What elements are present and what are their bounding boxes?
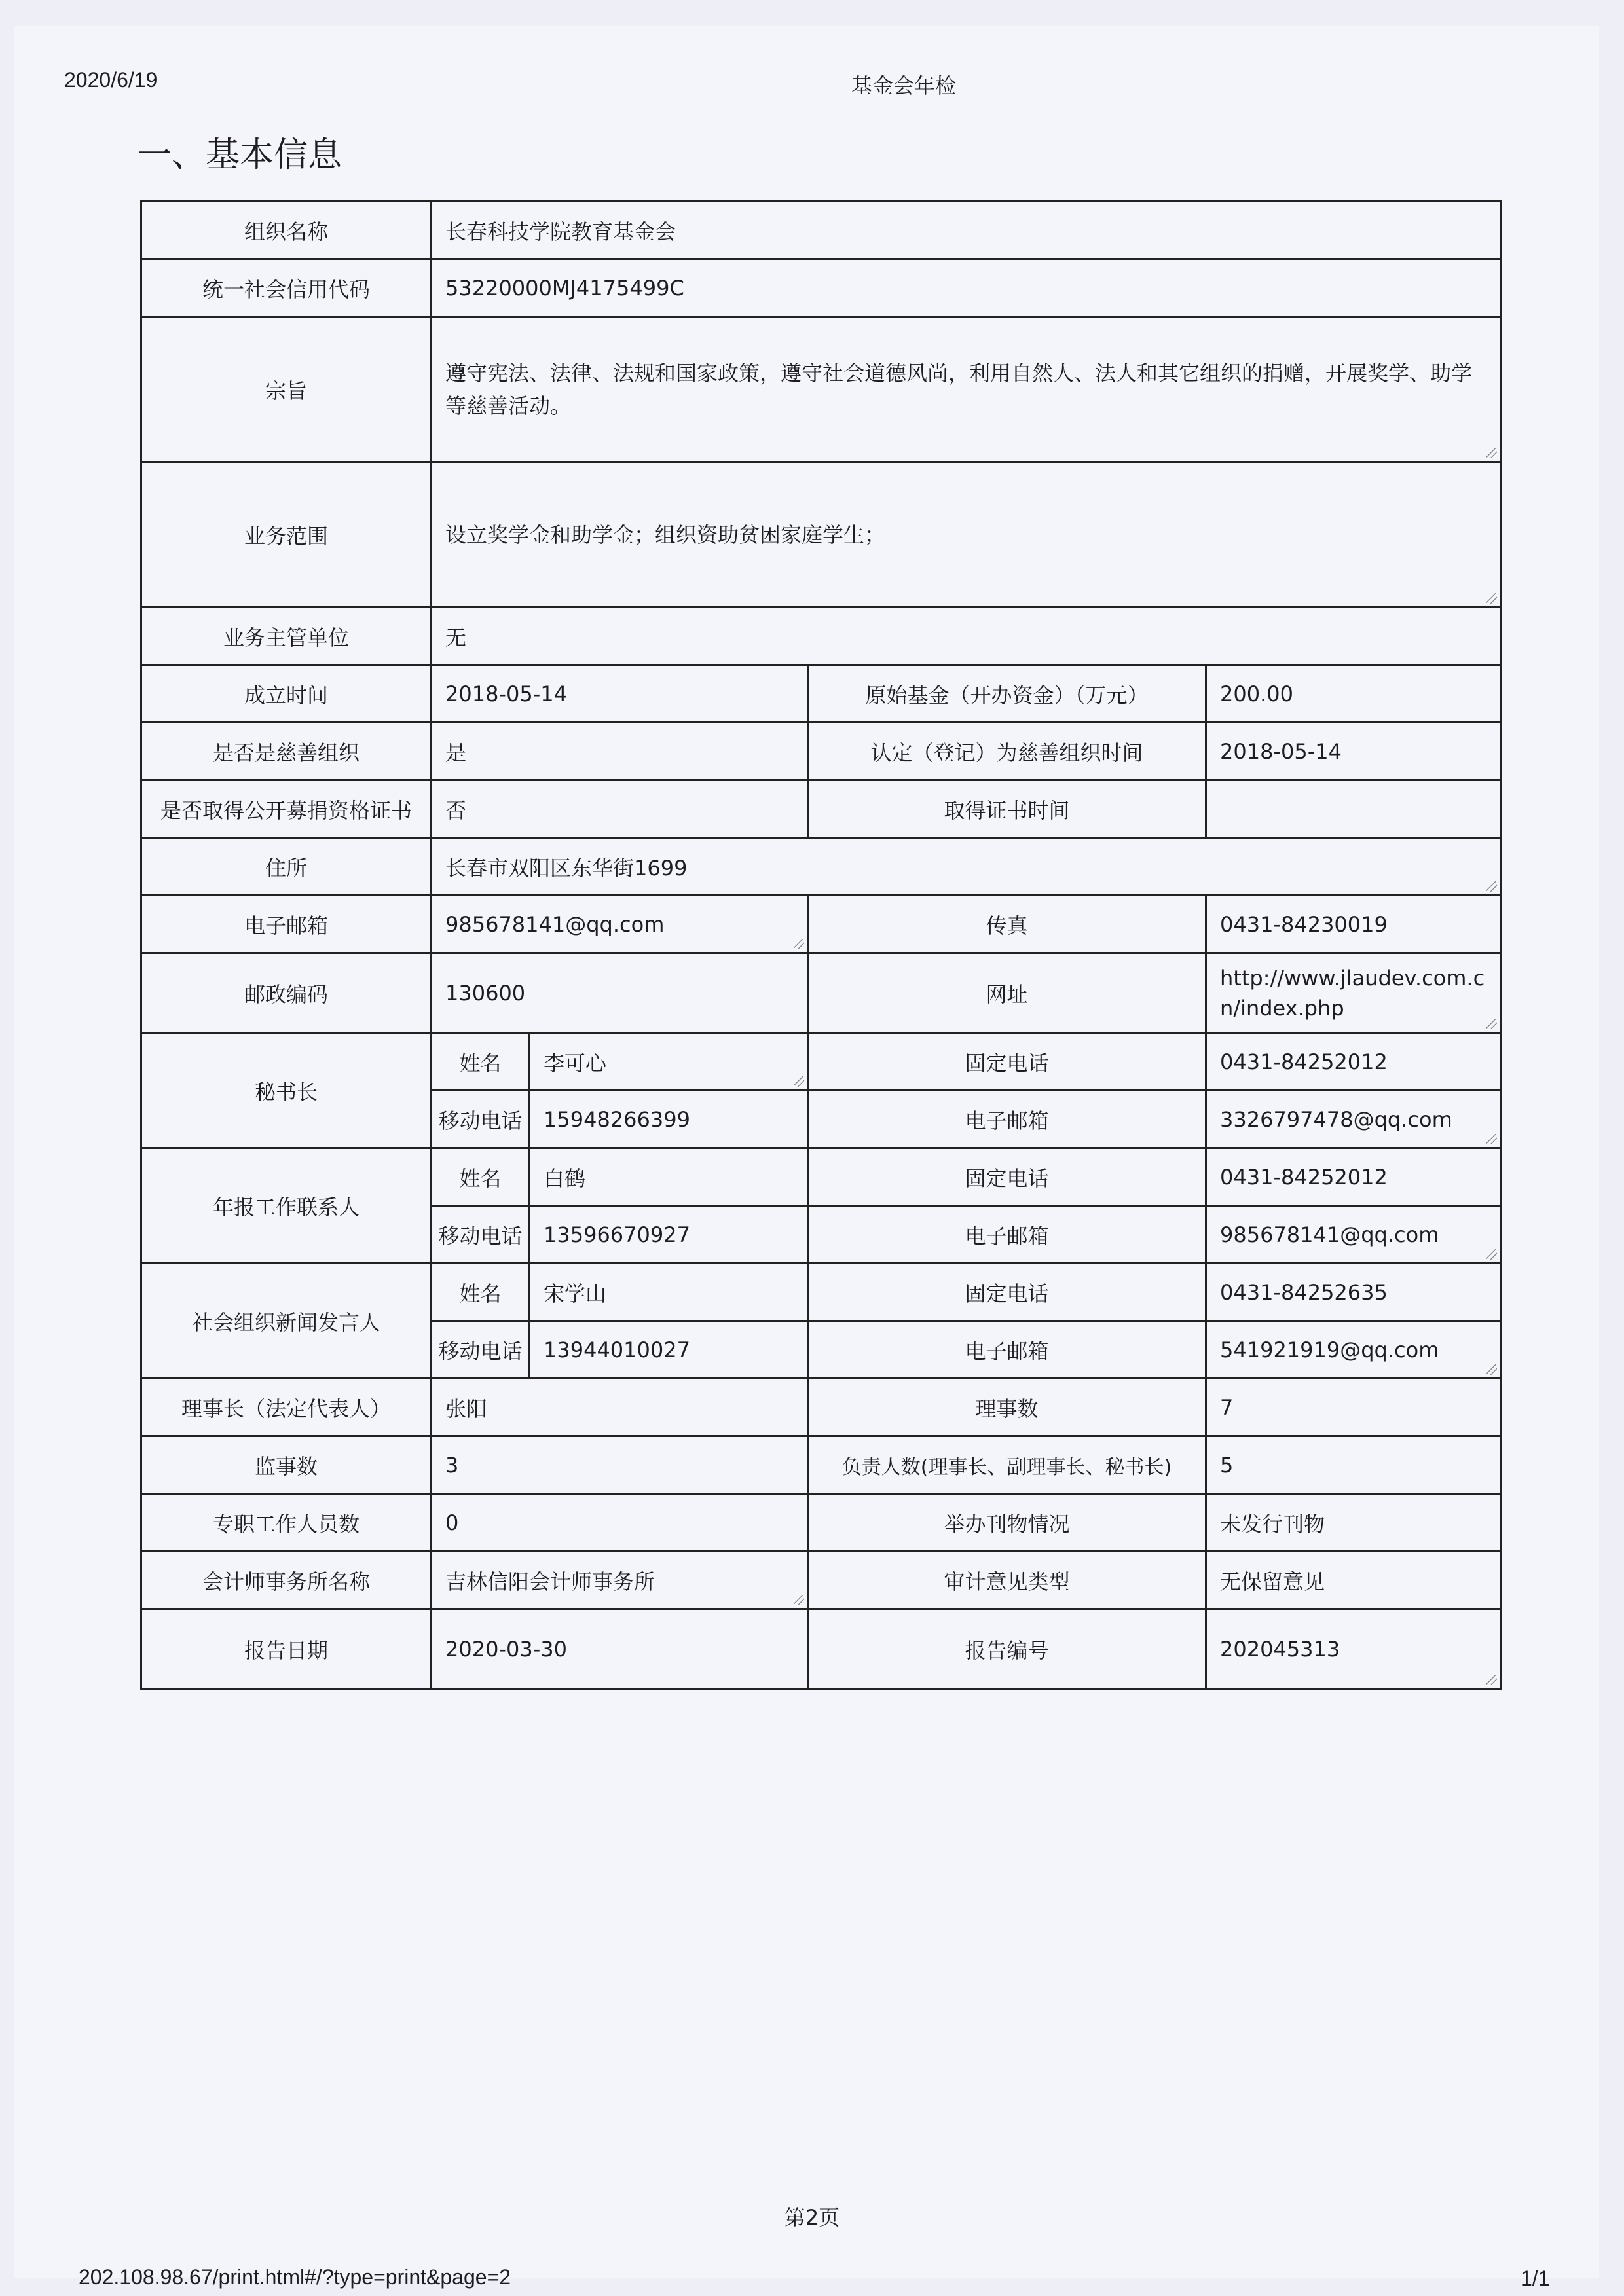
value-website: http://www.jlaudev.com.cn/index.php — [1206, 953, 1501, 1033]
label-name: 姓名 — [432, 1148, 530, 1206]
row-supervisors — [141, 1436, 1501, 1494]
label-landline: 固定电话 — [808, 1148, 1206, 1206]
value-landline: 0431-84252012 — [1206, 1033, 1501, 1091]
value-mobile: 13596670927 — [530, 1206, 808, 1264]
row-report-contact — [141, 1148, 1501, 1206]
label-report-contact: 年报工作联系人 — [141, 1148, 432, 1264]
value-publications: 未发行刊物 — [1206, 1494, 1501, 1552]
section-title: 一、基本信息 — [138, 136, 342, 175]
label-name: 姓名 — [432, 1033, 530, 1091]
label-spokesperson: 社会组织新闻发言人 — [141, 1264, 432, 1379]
label-staff-count: 专职工作人员数 — [141, 1494, 432, 1552]
label-leader-count: 负责人数(理事长、副理事长、秘书长) — [808, 1436, 1206, 1494]
label-credit-code: 统一社会信用代码 — [141, 259, 432, 317]
row-org-name — [141, 202, 1501, 259]
label-audit-firm: 会计师事务所名称 — [141, 1552, 432, 1609]
row-supervisor — [141, 608, 1501, 665]
value-name: 李可心 — [530, 1033, 808, 1091]
label-contact-email: 电子邮箱 — [808, 1321, 1206, 1379]
value-founded: 2018-05-14 — [432, 665, 808, 723]
value-initial-fund: 200.00 — [1206, 665, 1501, 723]
label-mobile: 移动电话 — [432, 1206, 530, 1264]
label-audit-opinion: 审计意见类型 — [808, 1552, 1206, 1609]
value-audit-firm: 吉林信阳会计师事务所 — [432, 1552, 808, 1609]
row-founded — [141, 665, 1501, 723]
label-email: 电子邮箱 — [141, 896, 432, 953]
row-staff — [141, 1494, 1501, 1552]
label-contact-email: 电子邮箱 — [808, 1091, 1206, 1148]
label-secretary-general: 秘书长 — [141, 1033, 432, 1148]
label-landline: 固定电话 — [808, 1264, 1206, 1321]
value-charity-date: 2018-05-14 — [1206, 723, 1501, 780]
page-count: 1/1 — [1521, 2267, 1550, 2290]
value-public-fundraising: 否 — [432, 780, 808, 838]
value-name: 白鹤 — [530, 1148, 808, 1206]
row-chairman — [141, 1379, 1501, 1436]
label-charity: 是否是慈善组织 — [141, 723, 432, 780]
basic-info-table — [140, 200, 1502, 1690]
row-credit-code — [141, 259, 1501, 317]
label-postcode: 邮政编码 — [141, 953, 432, 1033]
label-address: 住所 — [141, 838, 432, 896]
value-contact-email: 541921919@qq.com — [1206, 1321, 1501, 1379]
value-purpose: 遵守宪法、法律、法规和国家政策，遵守社会道德风尚，利用自然人、法人和其它组织的捐赠，开展奖学、助学等慈善活动。 — [432, 317, 1501, 462]
value-leader-count: 5 — [1206, 1436, 1501, 1494]
value-email: 985678141@qq.com — [432, 896, 808, 953]
label-landline: 固定电话 — [808, 1033, 1206, 1091]
row-address — [141, 838, 1501, 896]
label-supervisor-count: 监事数 — [141, 1436, 432, 1494]
label-website: 网址 — [808, 953, 1206, 1033]
label-report-number: 报告编号 — [808, 1609, 1206, 1689]
value-fax: 0431-84230019 — [1206, 896, 1501, 953]
label-director-count: 理事数 — [808, 1379, 1206, 1436]
row-charity — [141, 723, 1501, 780]
value-postcode: 130600 — [432, 953, 808, 1033]
row-email — [141, 896, 1501, 953]
label-fax: 传真 — [808, 896, 1206, 953]
label-public-fundraising: 是否取得公开募捐资格证书 — [141, 780, 432, 838]
label-purpose: 宗旨 — [141, 317, 432, 462]
value-report-date: 2020-03-30 — [432, 1609, 808, 1689]
label-name: 姓名 — [432, 1264, 530, 1321]
value-landline: 0431-84252635 — [1206, 1264, 1501, 1321]
value-certificate-date — [1206, 780, 1501, 838]
value-contact-email: 3326797478@qq.com — [1206, 1091, 1501, 1148]
print-header-title: 基金会年检 — [851, 73, 956, 98]
label-supervisor: 业务主管单位 — [141, 608, 432, 665]
label-founded: 成立时间 — [141, 665, 432, 723]
row-scope — [141, 462, 1501, 608]
page-number: 第2页 — [784, 2205, 840, 2230]
value-address: 长春市双阳区东华街1699 — [432, 838, 1501, 896]
value-contact-email: 985678141@qq.com — [1206, 1206, 1501, 1264]
label-certificate-date: 取得证书时间 — [808, 780, 1206, 838]
print-date: 2020/6/19 — [64, 68, 158, 92]
value-name: 宋学山 — [530, 1264, 808, 1321]
value-org-name: 长春科技学院教育基金会 — [432, 202, 1501, 259]
value-mobile: 13944010027 — [530, 1321, 808, 1379]
row-secretary-general — [141, 1033, 1501, 1091]
row-postcode — [141, 953, 1501, 1033]
label-publications: 举办刊物情况 — [808, 1494, 1206, 1552]
value-supervisor-count: 3 — [432, 1436, 808, 1494]
row-spokesperson — [141, 1264, 1501, 1321]
value-audit-opinion: 无保留意见 — [1206, 1552, 1501, 1609]
print-url: 202.108.98.67/print.html#/?type=print&page=2 — [79, 2265, 511, 2289]
label-charity-date: 认定（登记）为慈善组织时间 — [808, 723, 1206, 780]
row-purpose — [141, 317, 1501, 462]
value-report-number: 202045313 — [1206, 1609, 1501, 1689]
label-initial-fund: 原始基金（开办资金）（万元） — [808, 665, 1206, 723]
value-director-count: 7 — [1206, 1379, 1501, 1436]
label-org-name: 组织名称 — [141, 202, 432, 259]
row-report-date — [141, 1609, 1501, 1689]
value-credit-code: 53220000MJ4175499C — [432, 259, 1501, 317]
label-scope: 业务范围 — [141, 462, 432, 608]
value-scope: 设立奖学金和助学金；组织资助贫困家庭学生； — [432, 462, 1501, 608]
label-chairman: 理事长（法定代表人） — [141, 1379, 432, 1436]
label-mobile: 移动电话 — [432, 1091, 530, 1148]
row-public-fundraising — [141, 780, 1501, 838]
row-audit-firm — [141, 1552, 1501, 1609]
value-landline: 0431-84252012 — [1206, 1148, 1501, 1206]
value-mobile: 15948266399 — [530, 1091, 808, 1148]
value-chairman: 张阳 — [432, 1379, 808, 1436]
value-staff-count: 0 — [432, 1494, 808, 1552]
label-contact-email: 电子邮箱 — [808, 1206, 1206, 1264]
label-report-date: 报告日期 — [141, 1609, 432, 1689]
label-mobile: 移动电话 — [432, 1321, 530, 1379]
value-supervisor: 无 — [432, 608, 1501, 665]
value-charity: 是 — [432, 723, 808, 780]
